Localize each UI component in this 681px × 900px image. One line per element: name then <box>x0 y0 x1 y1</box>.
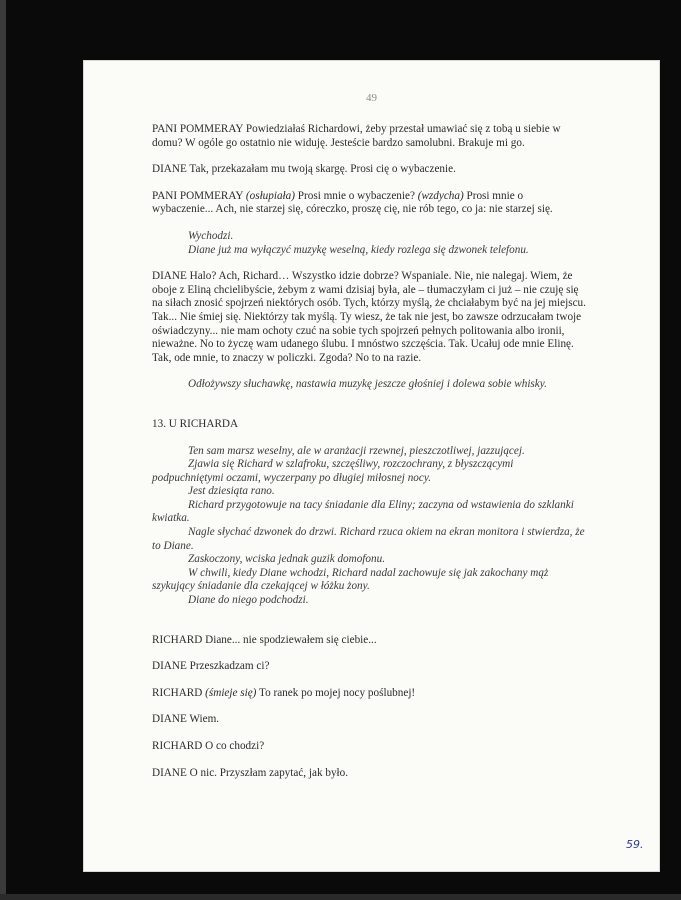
dialogue-text: Prosi mnie o wybaczenie... Ach, nie starzej się, córeczko, proszę cię, nie rób tego, co ja: nie starzej się. <box>152 189 553 216</box>
scene-heading: 13. U RICHARDA <box>152 417 239 430</box>
stage-direction: Ten sam marsz weselny, ale w aranżacji rzewnej, pieszczotliwej, jazzującej. <box>188 444 525 457</box>
speaker-name: PANI POMMERAY <box>152 123 244 135</box>
dialogue-line <box>152 190 587 217</box>
stage-direction-inline: (osłupiała) <box>245 189 295 202</box>
dialogue-text: Halo? Ach, Richard… Wszystko idzie dobrze? Wspaniale. Nie, nie nalegaj. Wiem, że oboje z Eliną chcielibyście, żebym z wami dzisiaj była, ale – tłumaczyłam ci już – nie czuję się na siłach znosić spojrzeń niektórych osób. Tych, którzy myślą, że chciałabym być na jej miejscu. Tak... Nie śmiej się. Niektórzy tak myślą. Ty wiesz, że tak nie jest, bo zawsze odrzucałam twoje oświadczyny... nie mam ochoty czuć na sobie tych spojrzeń pełnych politowania albo ironii, nieważne. No to życzę wam udanego ślubu. I mnóstwo szczęścia. Tak. Ucałuj ode mnie Elinę. Tak, ode mnie, to znaczy w policzki. Zgoda? No to na razie. <box>152 270 586 364</box>
dialogue-text: O co chodzi? <box>205 740 265 752</box>
dialogue-line <box>152 163 587 177</box>
dialogue-line <box>152 740 587 754</box>
dialogue-text: Prosi mnie o wybaczenie? <box>297 189 415 202</box>
stage-direction-block <box>152 230 587 257</box>
speaker-name: DIANE <box>152 660 187 673</box>
scan-edge-left <box>0 0 6 900</box>
dialogue-line <box>152 767 587 781</box>
dialogue-text: O nic. Przyszłam zapytać, jak było. <box>189 766 349 779</box>
handwritten-page-number: 59. <box>626 838 644 851</box>
speaker-name: RICHARD <box>152 740 203 752</box>
stage-direction-inline: (śmieje się) <box>205 686 257 699</box>
stage-direction: Odłożywszy słuchawkę, nastawia muzykę jeszcze głośniej i dolewa sobie whisky. <box>188 378 547 391</box>
stage-direction: Richard przygotowuje na tacy śniadanie dla Eliny; zaczyna od wstawienia do szklanki kwiatka. <box>152 498 574 525</box>
stage-direction: Zjawia się Richard w szlafroku, szczęśliwy, rozczochrany, z błyszczącymi podpuchniętymi oczami, wyczerpany po długiej miłosnej nocy. <box>152 458 514 484</box>
speaker-name: RICHARD <box>152 633 203 646</box>
dialogue-text: Tak, przekazałam mu twoją skargę. Prosi cię o wybaczenie. <box>189 163 456 176</box>
dialogue-line <box>152 634 587 648</box>
stage-direction: Wychodzi. <box>188 229 234 242</box>
speaker-name: PANI POMMERAY <box>152 189 244 202</box>
dialogue-text: Przeszkadzam ci? <box>189 660 270 673</box>
stage-direction: Jest dziesiąta rano. <box>188 485 275 498</box>
stage-direction: Nagle słychać dzwonek do drzwi. Richard rzuca okiem na ekran monitora i stwierdza, że to Diane. <box>152 526 585 552</box>
scan-edge-bottom <box>0 894 681 900</box>
stage-direction: Diane do niego podchodzi. <box>188 594 309 607</box>
stage-direction: Diane już ma wyłączyć muzykę weselną, kiedy rozlega się dzwonek telefonu. <box>188 243 529 256</box>
speaker-name: DIANE <box>152 270 187 283</box>
dialogue-line <box>152 660 587 674</box>
dialogue-text: Wiem. <box>189 713 220 726</box>
stage-direction-block <box>152 445 587 608</box>
dialogue-line <box>152 270 587 365</box>
speaker-name: DIANE <box>152 163 187 176</box>
speaker-name: DIANE <box>152 713 187 726</box>
dialogue-line <box>152 713 587 727</box>
page-number: 49 <box>366 92 377 104</box>
dialogue-line <box>152 123 587 150</box>
script-body <box>152 123 587 793</box>
stage-direction-inline: (wzdycha) <box>417 189 464 202</box>
dialogue-text: Powiedziałaś Richardowi, żeby przestał umawiać się z tobą u siebie w domu? W ogóle go ostatnio nie widuję. Jesteście bardzo samolubni. Brakuje mi go. <box>152 123 561 149</box>
speaker-name: DIANE <box>152 766 187 779</box>
stage-direction: Zaskoczony, wciska jednak guzik domofonu. <box>188 553 385 566</box>
stage-direction: W chwili, kiedy Diane wchodzi, Richard nadal zachowuje się jak zakochany mąż szykujący śniadanie dla czekającej w łóżku żony. <box>152 566 549 593</box>
dialogue-text: Diane... nie spodziewałem się ciebie... <box>205 633 377 646</box>
speaker-name: RICHARD <box>152 686 203 699</box>
document-page <box>83 60 660 872</box>
dialogue-text: To ranek po mojej nocy poślubnej! <box>259 686 416 699</box>
stage-direction-block <box>152 378 587 392</box>
dialogue-line <box>152 687 587 701</box>
